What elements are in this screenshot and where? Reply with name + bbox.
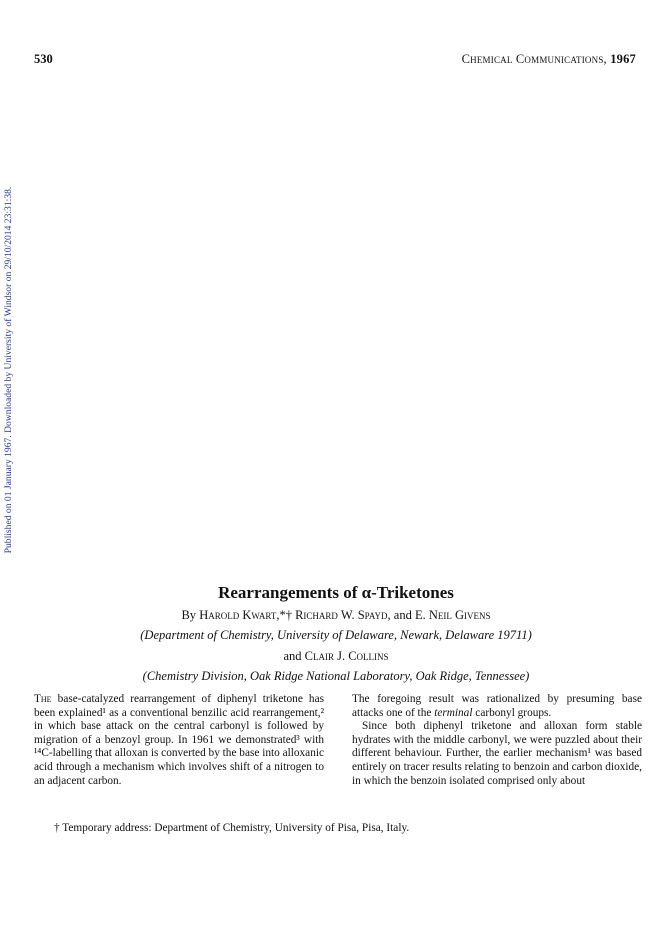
- paragraph-text: base-catalyzed rearrangement of diphenyl triketone has been explained¹ as a conventional benzilic acid rearrangement,² in which base attack on the central carbonyl is followed by migration of a benzoyl group. In 1961 we demonstrated³ with ¹⁴C-labelling that alloxan is converted by the base into alloxanic acid through a mechanism which involves shift of a nitrogen to an adjacent carbon.: [34, 693, 324, 787]
- author-3: E. Neil Givens: [414, 608, 491, 622]
- running-head: [462, 52, 636, 67]
- download-stamp-text: Published on 01 January 1967. Downloaded by University of Windsor on 29/10/2014 23:31:38.: [3, 186, 14, 554]
- lead-word: The: [34, 693, 52, 705]
- author-1-marks: *†: [279, 608, 292, 622]
- byline-and: and: [393, 608, 412, 622]
- author-4: Clair J. Collins: [304, 649, 389, 663]
- page-number: 530: [34, 52, 53, 66]
- paragraph: [352, 693, 642, 720]
- byline-by: By: [181, 608, 197, 622]
- body-column-right: [352, 693, 642, 788]
- byline-and-2: and: [283, 649, 302, 663]
- author-2: Richard W. Spayd,: [295, 608, 391, 622]
- download-stamp: [3, 160, 15, 580]
- author-byline: [0, 608, 672, 623]
- paragraph: Since both diphenyl triketone and alloxan form stable hydrates with the middle carbonyl, we were puzzled about their different behaviour. Further, the earlier mechanism¹ was based entirely on tracer results relating to benzoin and carbon dioxide, in which the benzoin isolated comprised only about: [352, 720, 642, 787]
- paragraph-text-a: The foregoing result was rationalized by presuming base attacks one of the: [352, 693, 642, 719]
- paragraph: [34, 693, 324, 788]
- author-4-line: [0, 649, 672, 664]
- affiliation-2: (Chemistry Division, Oak Ridge National Laboratory, Oak Ridge, Tennessee): [142, 669, 530, 683]
- affiliation-1: (Department of Chemistry, University of Delaware, Newark, Delaware 19711): [140, 628, 532, 642]
- article-title: Rearrangements of α-Triketones: [218, 583, 454, 602]
- footnote: † Temporary address: Department of Chemistry, University of Pisa, Pisa, Italy.: [54, 822, 410, 834]
- journal-name: Chemical Communications,: [461, 52, 607, 66]
- author-1: Harold Kwart,: [199, 608, 280, 622]
- journal-year: 1967: [610, 52, 636, 66]
- body-column-left: [34, 693, 324, 788]
- paragraph-text-c: carbonyl groups.: [472, 706, 552, 719]
- emphasis-terminal: terminal: [434, 706, 473, 719]
